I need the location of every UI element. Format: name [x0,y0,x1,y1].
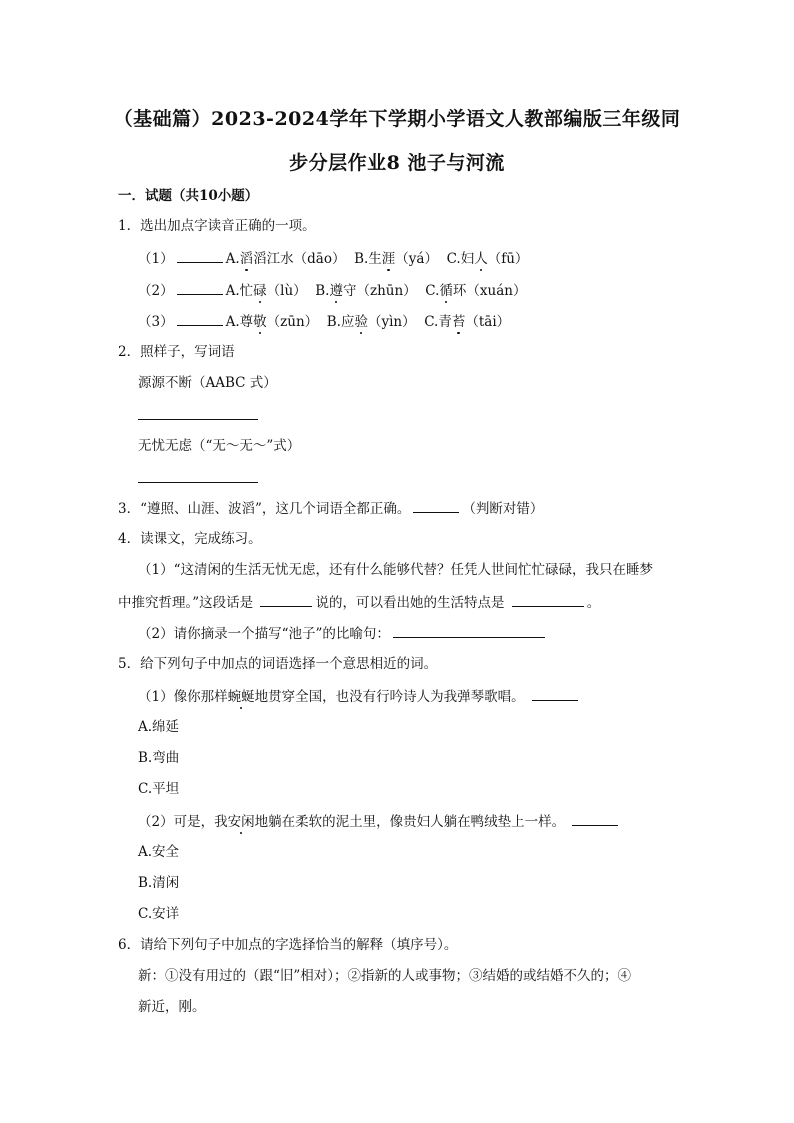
q3-blank[interactable] [413,498,459,513]
q1-sub1-c-pre: C.妇 [446,251,475,267]
q1-sub2-c-rest: 环（xuán） [452,283,527,299]
q5-stem: 5．给下列句子中加点的词语选择一个意思相近的词。 [118,656,438,672]
q1-sub2-b-rest: 守（zhūn） [342,283,417,299]
q1-sub3-b-pre: B.应 [326,314,355,330]
doc-title-line2: 步分层作业8 池子与河流 [289,152,505,174]
q1-sub1-a-pre: A. [225,251,240,267]
q1-stem: 1．选出加点字读音正确的一项。 [118,218,316,234]
q1-sub3-a-pinyin: （zūn） [266,314,319,330]
q5-sub2-option-a[interactable]: A.安全 [138,844,180,860]
q4-sub1-text-1: 中推究哲理。”这段话是 [118,595,254,611]
q3 [118,498,543,519]
q1-sub2-b-pre: B. [315,283,330,299]
q1-sub1-a-dotted: 滔 [239,251,254,267]
q1-sub2-c-pre: C. [425,283,440,299]
q5-sub2-option-b[interactable]: B.清闲 [138,875,180,891]
q1-sub3-b-dotted: 验 [354,314,368,330]
q1-sub1-c-dotted: 人 [474,251,488,267]
q1-sub3-blank[interactable] [177,311,223,326]
q1-sub1-c-pinyin: （fū） [487,251,529,267]
q5-sub2 [138,811,621,832]
q3-tail: （判断对错） [462,501,544,517]
q1-sub3-num: （3） [138,314,174,330]
q5-sub1-option-b[interactable]: B.弯曲 [138,750,180,766]
q5-sub1-dotted-word: 蜿蜒 [227,689,255,705]
q1-sub3-c-pinyin: （tāi） [465,314,511,330]
q2-answer-blank-2[interactable] [138,481,258,483]
q1-sub3-a-pre: A.尊 [225,314,254,330]
q1-sub1-b-pinyin: （yá） [395,251,438,267]
q4-sub2-text: （2）请你摘录一个描写“池子”的比喻句： [138,626,390,642]
q6-definition-line2: 新近，刚。 [138,999,206,1015]
q5-sub1-post: 地贯穿全国，也没有行吟诗人为我弹琴歌唱。 [254,689,525,705]
q6-definition-line1: 新：①没有用过的（跟“旧”相对）；②指新的人或事物；③结婚的或结婚不久的；④ [138,968,632,984]
q4-stem: 4．读课文，完成练习。 [118,531,262,547]
q4-sub1-text-3: 。 [586,595,601,611]
q4-sub1-line2 [118,592,600,613]
q2-answer-blank-1[interactable] [138,418,258,420]
q5-sub1-blank[interactable] [532,686,578,701]
q3-stem: 3．“遵照、山涯、波滔”，这几个词语全都正确。 [118,501,411,517]
q1-sub2-c-dotted: 循 [439,283,453,299]
q4-sub1-line1: （1）“这清闲的生活无忧无虑，还有什么能够代替？任凭人世间忙忙碌碌，我只在睡梦 [138,562,653,578]
q1-sub3-b-pinyin: （yìn） [367,314,416,330]
q5-sub1-option-c[interactable]: C.平坦 [138,781,180,797]
q1-sub2-b-dotted: 遵 [329,283,343,299]
q5-sub2-pre: （2）可是，我 [138,814,228,830]
q1-sub1-num: （1） [138,251,174,267]
q1-sub1-a-rest: 滔江水（dāo） [253,251,346,267]
q2-stem: 2．照样子，写词语 [118,344,235,360]
q5-sub2-option-c[interactable]: C.安详 [138,906,180,922]
q4-sub1-blank-1[interactable] [260,592,312,607]
q5-sub1-pre: （1）像你那样 [138,689,228,705]
q5-sub1-option-a[interactable]: A.绵延 [138,719,180,735]
q5-sub2-post: 地躺在柔软的泥土里，像贵妇人躺在鸭绒垫上一样。 [254,814,566,830]
q5-sub1 [138,686,581,707]
q5-sub2-dotted-word: 安闲 [227,814,255,830]
q1-sub2-num: （2） [138,283,174,299]
q1-sub1-b-dotted: 涯 [381,251,396,267]
q1-sub3-c-dotted: 苔 [451,314,466,330]
q1-sub1-b-pre: B.生 [354,251,382,267]
q1-sub3 [138,311,510,332]
q2-example-2: 无忧无虑（“无～无～”式） [138,438,301,454]
doc-title-line1: （基础篇）2023-2024学年下学期小学语文人教部编版三年级同 [113,108,681,130]
q6-stem: 6．请给下列句子中加点的字选择恰当的解释（填序号）。 [118,937,458,953]
q4-sub2-blank[interactable] [393,623,545,638]
q1-sub1-blank[interactable] [177,248,223,263]
q4-sub1-text-2: 说的，可以看出她的生活特点是 [315,595,505,611]
q1-sub2-a-pinyin: （lù） [266,283,307,299]
q1-sub2-a-dotted: 碌 [253,283,267,299]
section-heading: 一．试题（共10小题） [118,188,259,204]
q1-sub2 [138,280,526,301]
q4-sub2 [138,623,548,644]
q1-sub3-c-pre: C.青 [424,314,452,330]
q1-sub2-a-pre: A.忙 [225,283,254,299]
q1-sub3-a-dotted: 敬 [253,314,267,330]
q1-sub1 [138,248,528,269]
q1-sub2-blank[interactable] [177,280,223,295]
q4-sub1-blank-2[interactable] [512,592,584,607]
q5-sub2-blank[interactable] [572,811,618,826]
q2-example-1: 源源不断（AABC 式） [138,375,277,391]
